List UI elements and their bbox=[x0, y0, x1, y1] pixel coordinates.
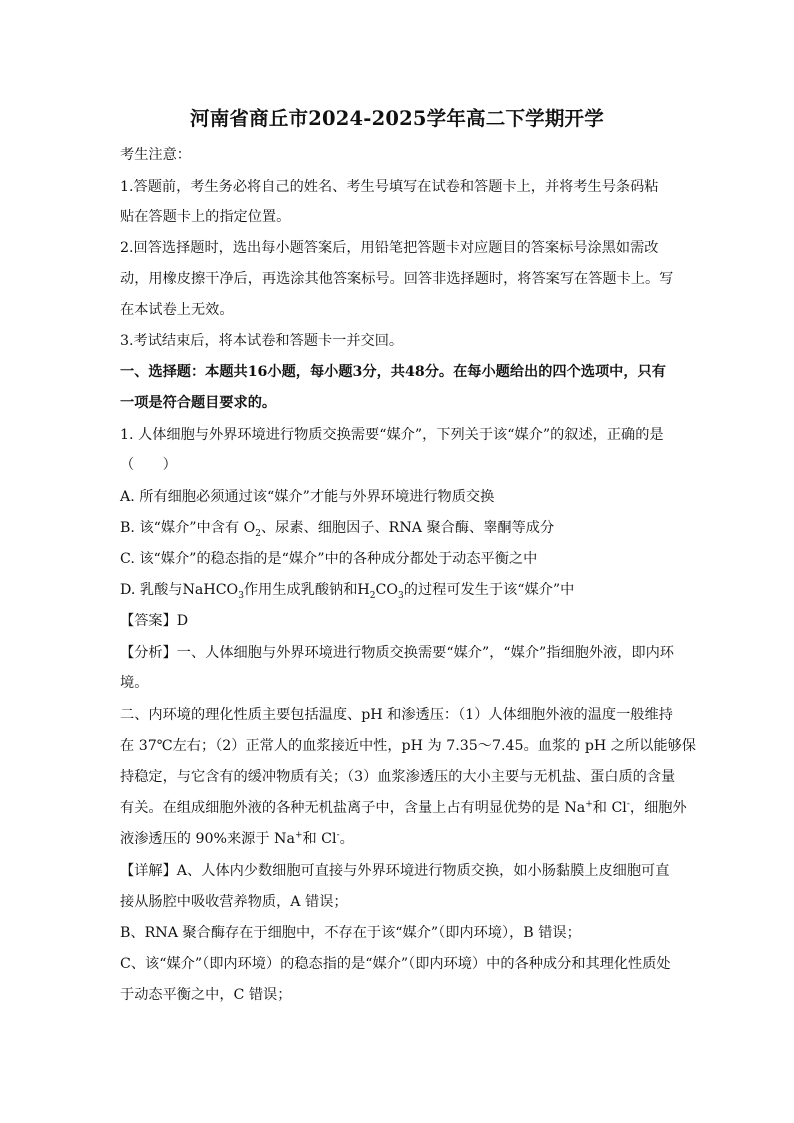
notice-heading: 考生注意： bbox=[120, 147, 191, 163]
option-a: A. 所有细胞必须通过该“媒介”才能与外界环境进行物质交换 bbox=[120, 489, 495, 505]
analysis-label: 【分析】 bbox=[120, 645, 177, 661]
analysis-line-6: 有关。在组成细胞外液的各种无机盐离子中，含量上占有明显优势的是 Na+和 Cl-，细胞外 bbox=[120, 799, 687, 816]
page-title: 河南省商丘市2024-2025学年高二下学期开学 bbox=[190, 107, 604, 130]
notice-item-3: 3.考试结束后，将本试卷和答题卡一并交回。 bbox=[120, 333, 404, 349]
section-heading-line-1: 一、选择题：本题共16小题，每小题3分，共48分。在每小题给出的四个选项中，只有 bbox=[120, 364, 666, 380]
analysis-line-7: 液渗透压的 90%来源于 Na+和 Cl-。 bbox=[120, 830, 354, 847]
analysis-line-1: 【分析】一、人体细胞与外界环境进行物质交换需要“媒介”，“媒介”指细胞外液，即内环 bbox=[120, 645, 674, 661]
analysis-line-3: 二、内环境的理化性质主要包括温度、pH 和渗透压：（1）人体细胞外液的温度一般维持 bbox=[120, 707, 673, 723]
section-heading-line-2: 一项是符合题目要求的。 bbox=[120, 395, 277, 411]
notice-item-2-line-1: 2.回答选择题时，选出每小题答案后，用铅笔把答题卡对应题目的答案标号涂黑如需改 bbox=[120, 240, 659, 256]
analysis-line-5: 持稳定，与它含有的缓冲物质有关；（3）血浆渗透压的大小主要与无机盐、蛋白质的含量 bbox=[120, 769, 676, 785]
detail-line-2: 接从肠腔中吸收营养物质，A 错误； bbox=[120, 894, 348, 910]
detail-line-3: B、RNA 聚合酶存在于细胞中，不存在于该“媒介”（即内环境），B 错误； bbox=[120, 925, 581, 941]
detail-line-1: 【详解】A、人体内少数细胞可直接与外界环境进行物质交换，如小肠黏膜上皮细胞可直 bbox=[120, 863, 670, 879]
option-c: C. 该“媒介”的稳态指的是“媒介”中的各种成分都处于动态平衡之中 bbox=[120, 551, 538, 567]
detail-line-5: 于动态平衡之中，C 错误； bbox=[120, 987, 292, 1003]
question-stem-line-2: （ ） bbox=[120, 457, 177, 473]
analysis-line-4: 在 37℃左右；（2）正常人的血浆接近中性，pH 为 7.35～7.45。血浆的 pH 之所以能够保 bbox=[120, 738, 696, 754]
detail-label: 【详解】 bbox=[120, 863, 177, 879]
analysis-line-2: 境。 bbox=[120, 675, 149, 691]
answer-line: 【答案】D bbox=[120, 613, 189, 629]
question-stem-line-1: 1. 人体细胞与外界环境进行物质交换需要“媒介”，下列关于该“媒介”的叙述，正确的是 bbox=[120, 427, 664, 443]
notice-item-1-line-2: 贴在答题卡上的指定位置。 bbox=[120, 209, 291, 225]
notice-item-1-line-1: 1.答题前，考生务必将自己的姓名、考生号填写在试卷和答题卡上，并将考生号条码粘 bbox=[120, 179, 659, 195]
detail-line-4: C、该“媒介”（即内环境）的稳态指的是“媒介”（即内环境）中的各种成分和其理化性质处 bbox=[120, 956, 671, 972]
option-b: B. 该“媒介”中含有 $O_2$、尿素、细胞因子、RNA 聚合酶、睾酮等成分 bbox=[120, 520, 555, 539]
option-d: D. 乳酸与NaHCO$_3$作用生成乳酸钠和$H_2CO_3$的过程可发生于该“媒介”中 bbox=[120, 582, 575, 601]
notice-item-2-line-2: 动，用橡皮擦干净后，再选涂其他答案标号。回答非选择题时，将答案写在答题卡上。写 bbox=[120, 271, 674, 287]
notice-item-2-line-3: 在本试卷上无效。 bbox=[120, 302, 234, 318]
